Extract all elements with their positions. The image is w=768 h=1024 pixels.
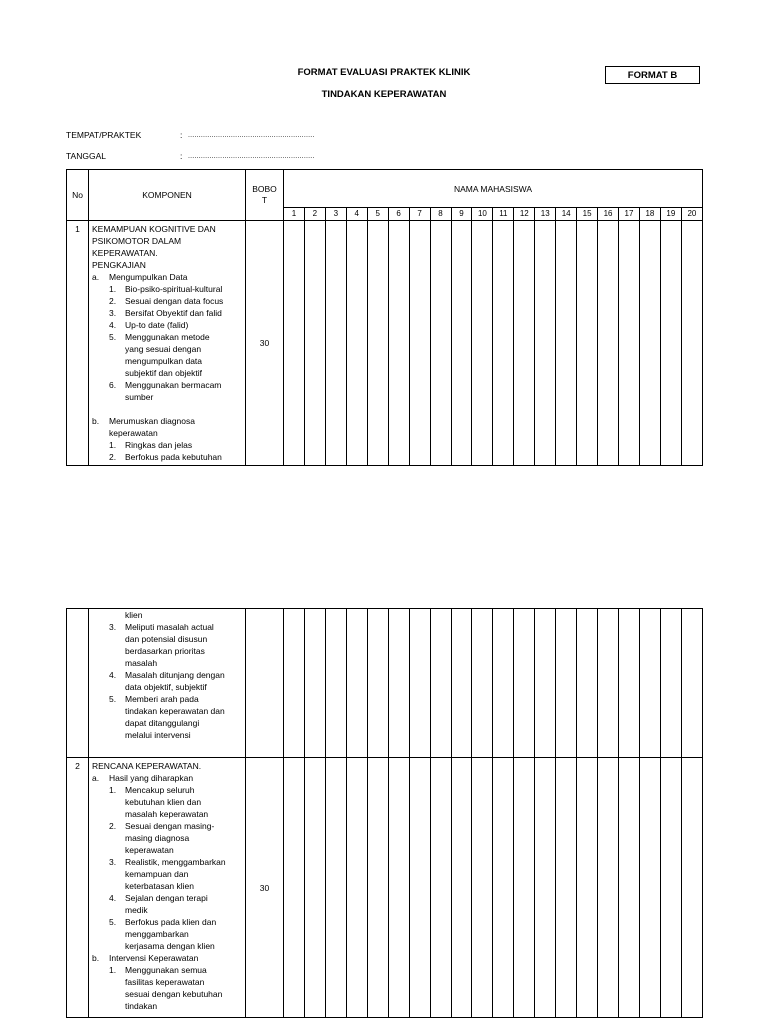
tempat-field[interactable]: ........................................................... xyxy=(188,132,315,139)
score-cell[interactable] xyxy=(660,221,681,466)
score-cell[interactable] xyxy=(681,758,702,1018)
score-cell[interactable] xyxy=(367,758,388,1018)
student-number-header: 4 xyxy=(346,208,367,221)
item-marker: 2. xyxy=(109,296,117,306)
score-cell[interactable] xyxy=(598,609,619,758)
score-cell[interactable] xyxy=(451,221,472,466)
item-text: Menggunakan semua xyxy=(125,965,207,975)
komponen-subitem xyxy=(92,283,242,295)
tempat-colon: : xyxy=(180,130,183,140)
item-text: Mengumpulkan Data xyxy=(109,272,188,282)
score-cell[interactable] xyxy=(346,221,367,466)
komponen-continuation: tindakan xyxy=(125,1001,158,1011)
item-text: Hasil yang diharapkan xyxy=(109,773,194,783)
komponen-subitem xyxy=(92,379,242,391)
komponen-subitem xyxy=(92,621,242,633)
item-marker: 5. xyxy=(109,917,117,927)
score-cell[interactable] xyxy=(619,221,640,466)
item-text: Meliputi masalah actual xyxy=(125,622,214,632)
score-cell[interactable] xyxy=(493,221,514,466)
komponen-continuation: masalah keperawatan xyxy=(125,809,209,819)
spacer xyxy=(92,403,242,415)
student-number-header: 20 xyxy=(681,208,702,221)
bobot-header-line1: BOBO xyxy=(252,184,277,194)
item-marker: 2. xyxy=(109,821,117,831)
col-header-no: No xyxy=(67,170,89,221)
item-text: Mencakup seluruh xyxy=(125,785,195,795)
komponen-line: KEPERAWATAN. xyxy=(92,248,158,258)
item-text: Bersifat Obyektif dan falid xyxy=(125,308,222,318)
student-number-header: 9 xyxy=(451,208,472,221)
komponen-continuation: masalah xyxy=(125,658,158,668)
score-cell[interactable] xyxy=(284,609,305,758)
item-marker: 1. xyxy=(109,284,117,294)
student-number-header: 15 xyxy=(577,208,598,221)
komponen-line: PSIKOMOTOR DALAM xyxy=(92,236,182,246)
komponen-subitem xyxy=(92,307,242,319)
score-cell[interactable] xyxy=(409,758,430,1018)
item-text: Masalah ditunjang dengan xyxy=(125,670,225,680)
score-cell[interactable] xyxy=(660,758,681,1018)
komponen-subitem xyxy=(92,295,242,307)
student-number-header: 17 xyxy=(619,208,640,221)
student-number-header: 12 xyxy=(514,208,535,221)
komponen-continuation: data objektif, subjektif xyxy=(125,682,207,692)
document-subtitle: TINDAKAN KEPERAWATAN xyxy=(321,89,447,100)
bobot-header-line2: T xyxy=(261,195,268,205)
score-cell[interactable] xyxy=(472,609,493,758)
student-number-header: 8 xyxy=(430,208,451,221)
item-text: Up-to date (falid) xyxy=(125,320,189,330)
komponen-continuation: sesuai dengan kebutuhan xyxy=(125,989,223,999)
score-cell[interactable] xyxy=(284,221,305,466)
score-cell[interactable] xyxy=(619,758,640,1018)
score-cell[interactable] xyxy=(681,609,702,758)
score-cell[interactable] xyxy=(598,758,619,1018)
komponen-continuation: medik xyxy=(125,905,148,915)
item-text: Merumuskan diagnosa xyxy=(109,416,195,426)
student-number-header: 10 xyxy=(472,208,493,221)
item-marker: 4. xyxy=(109,320,117,330)
score-cell[interactable] xyxy=(535,221,556,466)
item-marker: b. xyxy=(92,416,100,426)
komponen-subitem xyxy=(92,451,242,463)
komponen-subitem xyxy=(92,439,242,451)
komponen-continuation: keperawatan xyxy=(125,845,174,855)
score-cell[interactable] xyxy=(409,221,430,466)
komponen-cell xyxy=(89,221,246,466)
score-cell[interactable] xyxy=(430,758,451,1018)
item-text: Sejalan dengan terapi xyxy=(125,893,208,903)
student-number-header: 18 xyxy=(639,208,660,221)
tanggal-field[interactable]: ........................................................... xyxy=(188,153,315,160)
score-cell[interactable] xyxy=(388,758,409,1018)
komponen-line: PENGKAJIAN xyxy=(92,260,146,270)
item-text: Ringkas dan jelas xyxy=(125,440,193,450)
row-number: 2 xyxy=(67,758,89,1018)
score-cell[interactable] xyxy=(535,609,556,758)
komponen-continuation: keperawatan xyxy=(109,428,158,438)
komponen-line: RENCANA KEPERAWATAN. xyxy=(92,761,202,771)
komponen-subitem xyxy=(92,820,242,832)
student-number-header: 7 xyxy=(409,208,430,221)
score-cell[interactable] xyxy=(430,609,451,758)
bobot-value: 30 xyxy=(246,221,284,466)
item-marker: 1. xyxy=(109,785,117,795)
score-cell[interactable] xyxy=(514,221,535,466)
score-cell[interactable] xyxy=(556,609,577,758)
item-marker: a. xyxy=(92,272,100,282)
col-header-bobot xyxy=(246,170,284,221)
komponen-continuation: mengumpulkan data xyxy=(125,356,203,366)
evaluation-table-page1 xyxy=(66,169,703,466)
komponen-item xyxy=(92,271,242,283)
komponen-line: KEMAMPUAN KOGNITIVE DAN xyxy=(92,224,216,234)
komponen-cell xyxy=(89,609,246,758)
item-text: Sesuai dengan data focus xyxy=(125,296,224,306)
tanggal-colon: : xyxy=(180,151,183,161)
komponen-subitem xyxy=(92,916,242,928)
student-number-header: 19 xyxy=(660,208,681,221)
score-cell[interactable] xyxy=(535,758,556,1018)
score-cell[interactable] xyxy=(577,221,598,466)
format-badge: FORMAT B xyxy=(605,66,700,84)
komponen-continuation: kebutuhan klien dan xyxy=(125,797,202,807)
komponen-continuation: menggambarkan xyxy=(125,929,189,939)
score-cell[interactable] xyxy=(577,758,598,1018)
score-cell[interactable] xyxy=(639,221,660,466)
score-cell[interactable] xyxy=(304,221,325,466)
student-number-header: 1 xyxy=(284,208,305,221)
score-cell[interactable] xyxy=(556,221,577,466)
komponen-continuation: keterbatasan klien xyxy=(125,881,194,891)
score-cell[interactable] xyxy=(451,758,472,1018)
komponen-continuation: sumber xyxy=(125,392,154,402)
item-text: Intervensi Keperawatan xyxy=(109,953,199,963)
score-cell[interactable] xyxy=(346,609,367,758)
komponen-subitem xyxy=(92,784,242,796)
score-cell[interactable] xyxy=(598,221,619,466)
row-number: 1 xyxy=(67,221,89,466)
student-number-header: 3 xyxy=(325,208,346,221)
komponen-continuation: yang sesuai dengan xyxy=(125,344,202,354)
student-number-header: 16 xyxy=(598,208,619,221)
komponen-continuation: masing diagnosa xyxy=(125,833,190,843)
score-cell[interactable] xyxy=(284,758,305,1018)
score-cell[interactable] xyxy=(514,609,535,758)
score-cell[interactable] xyxy=(304,758,325,1018)
col-header-nama-mahasiswa: NAMA MAHASISWA xyxy=(284,170,703,208)
item-marker: 3. xyxy=(109,308,117,318)
score-cell[interactable] xyxy=(493,609,514,758)
komponen-item xyxy=(92,772,242,784)
student-number-header: 14 xyxy=(556,208,577,221)
score-cell[interactable] xyxy=(639,758,660,1018)
item-marker: b. xyxy=(92,953,100,963)
score-cell[interactable] xyxy=(681,221,702,466)
bobot-empty xyxy=(246,609,284,758)
item-text: Realistik, menggambarkan xyxy=(125,857,226,867)
score-cell[interactable] xyxy=(346,758,367,1018)
tempat-label: TEMPAT/PRAKTEK xyxy=(66,130,142,140)
score-cell[interactable] xyxy=(409,609,430,758)
item-text: Berfokus pada kebutuhan xyxy=(125,452,222,462)
komponen-continuation: melalui intervensi xyxy=(125,730,191,740)
item-marker: 1. xyxy=(109,965,117,975)
student-number-header: 13 xyxy=(535,208,556,221)
item-text: Sesuai dengan masing- xyxy=(125,821,215,831)
score-cell[interactable] xyxy=(304,609,325,758)
score-cell[interactable] xyxy=(451,609,472,758)
item-marker: 3. xyxy=(109,857,117,867)
score-cell[interactable] xyxy=(388,609,409,758)
student-number-header: 2 xyxy=(304,208,325,221)
komponen-cell xyxy=(89,758,246,1018)
score-cell[interactable] xyxy=(325,609,346,758)
komponen-continuation: fasilitas keperawatan xyxy=(125,977,205,987)
komponen-subitem xyxy=(92,319,242,331)
student-number-header: 11 xyxy=(493,208,514,221)
komponen-continuation: klien xyxy=(125,610,143,620)
komponen-subitem xyxy=(92,669,242,681)
komponen-continuation: dapat ditanggulangi xyxy=(125,718,200,728)
score-cell[interactable] xyxy=(577,609,598,758)
komponen-item xyxy=(92,952,242,964)
item-text: Bio-psiko-spiritual-kultural xyxy=(125,284,223,294)
score-cell[interactable] xyxy=(619,609,640,758)
komponen-continuation: kemampuan dan xyxy=(125,869,189,879)
komponen-subitem xyxy=(92,892,242,904)
score-cell[interactable] xyxy=(430,221,451,466)
item-text: Menggunakan bermacam xyxy=(125,380,222,390)
komponen-subitem xyxy=(92,331,242,343)
tanggal-label: TANGGAL xyxy=(66,151,106,161)
score-cell[interactable] xyxy=(556,758,577,1018)
item-marker: a. xyxy=(92,773,100,783)
item-marker: 5. xyxy=(109,332,117,342)
komponen-item xyxy=(92,415,242,427)
komponen-continuation: dan potensial disusun xyxy=(125,634,208,644)
item-text: Menggunakan metode xyxy=(125,332,210,342)
item-marker: 2. xyxy=(109,452,117,462)
komponen-continuation: berdasarkan prioritas xyxy=(125,646,205,656)
score-cell[interactable] xyxy=(639,609,660,758)
document-title: FORMAT EVALUASI PRAKTEK KLINIK xyxy=(297,67,471,78)
score-cell[interactable] xyxy=(472,221,493,466)
komponen-subitem xyxy=(92,964,242,976)
col-header-komponen: KOMPONEN xyxy=(89,170,246,221)
student-number-header: 5 xyxy=(367,208,388,221)
row-number-empty xyxy=(67,609,89,758)
score-cell[interactable] xyxy=(367,221,388,466)
item-marker: 5. xyxy=(109,694,117,704)
item-marker: 6. xyxy=(109,380,117,390)
score-cell[interactable] xyxy=(660,609,681,758)
score-cell[interactable] xyxy=(367,609,388,758)
komponen-continuation: kerjasama dengan klien xyxy=(125,941,215,951)
score-cell[interactable] xyxy=(388,221,409,466)
item-text: Berfokus pada klien dan xyxy=(125,917,217,927)
komponen-subitem xyxy=(92,856,242,868)
item-marker: 4. xyxy=(109,670,117,680)
komponen-subitem xyxy=(92,693,242,705)
score-cell[interactable] xyxy=(472,758,493,1018)
komponen-continuation: subjektif dan objektif xyxy=(125,368,203,378)
item-marker: 4. xyxy=(109,893,117,903)
score-cell[interactable] xyxy=(514,758,535,1018)
item-marker: 1. xyxy=(109,440,117,450)
student-number-header: 6 xyxy=(388,208,409,221)
item-marker: 3. xyxy=(109,622,117,632)
item-text: Memberi arah pada xyxy=(125,694,199,704)
score-cell[interactable] xyxy=(325,221,346,466)
bobot-value: 30 xyxy=(246,758,284,1018)
score-cell[interactable] xyxy=(493,758,514,1018)
score-cell[interactable] xyxy=(325,758,346,1018)
evaluation-table-page2 xyxy=(66,608,703,1018)
komponen-continuation: tindakan keperawatan dan xyxy=(125,706,225,716)
